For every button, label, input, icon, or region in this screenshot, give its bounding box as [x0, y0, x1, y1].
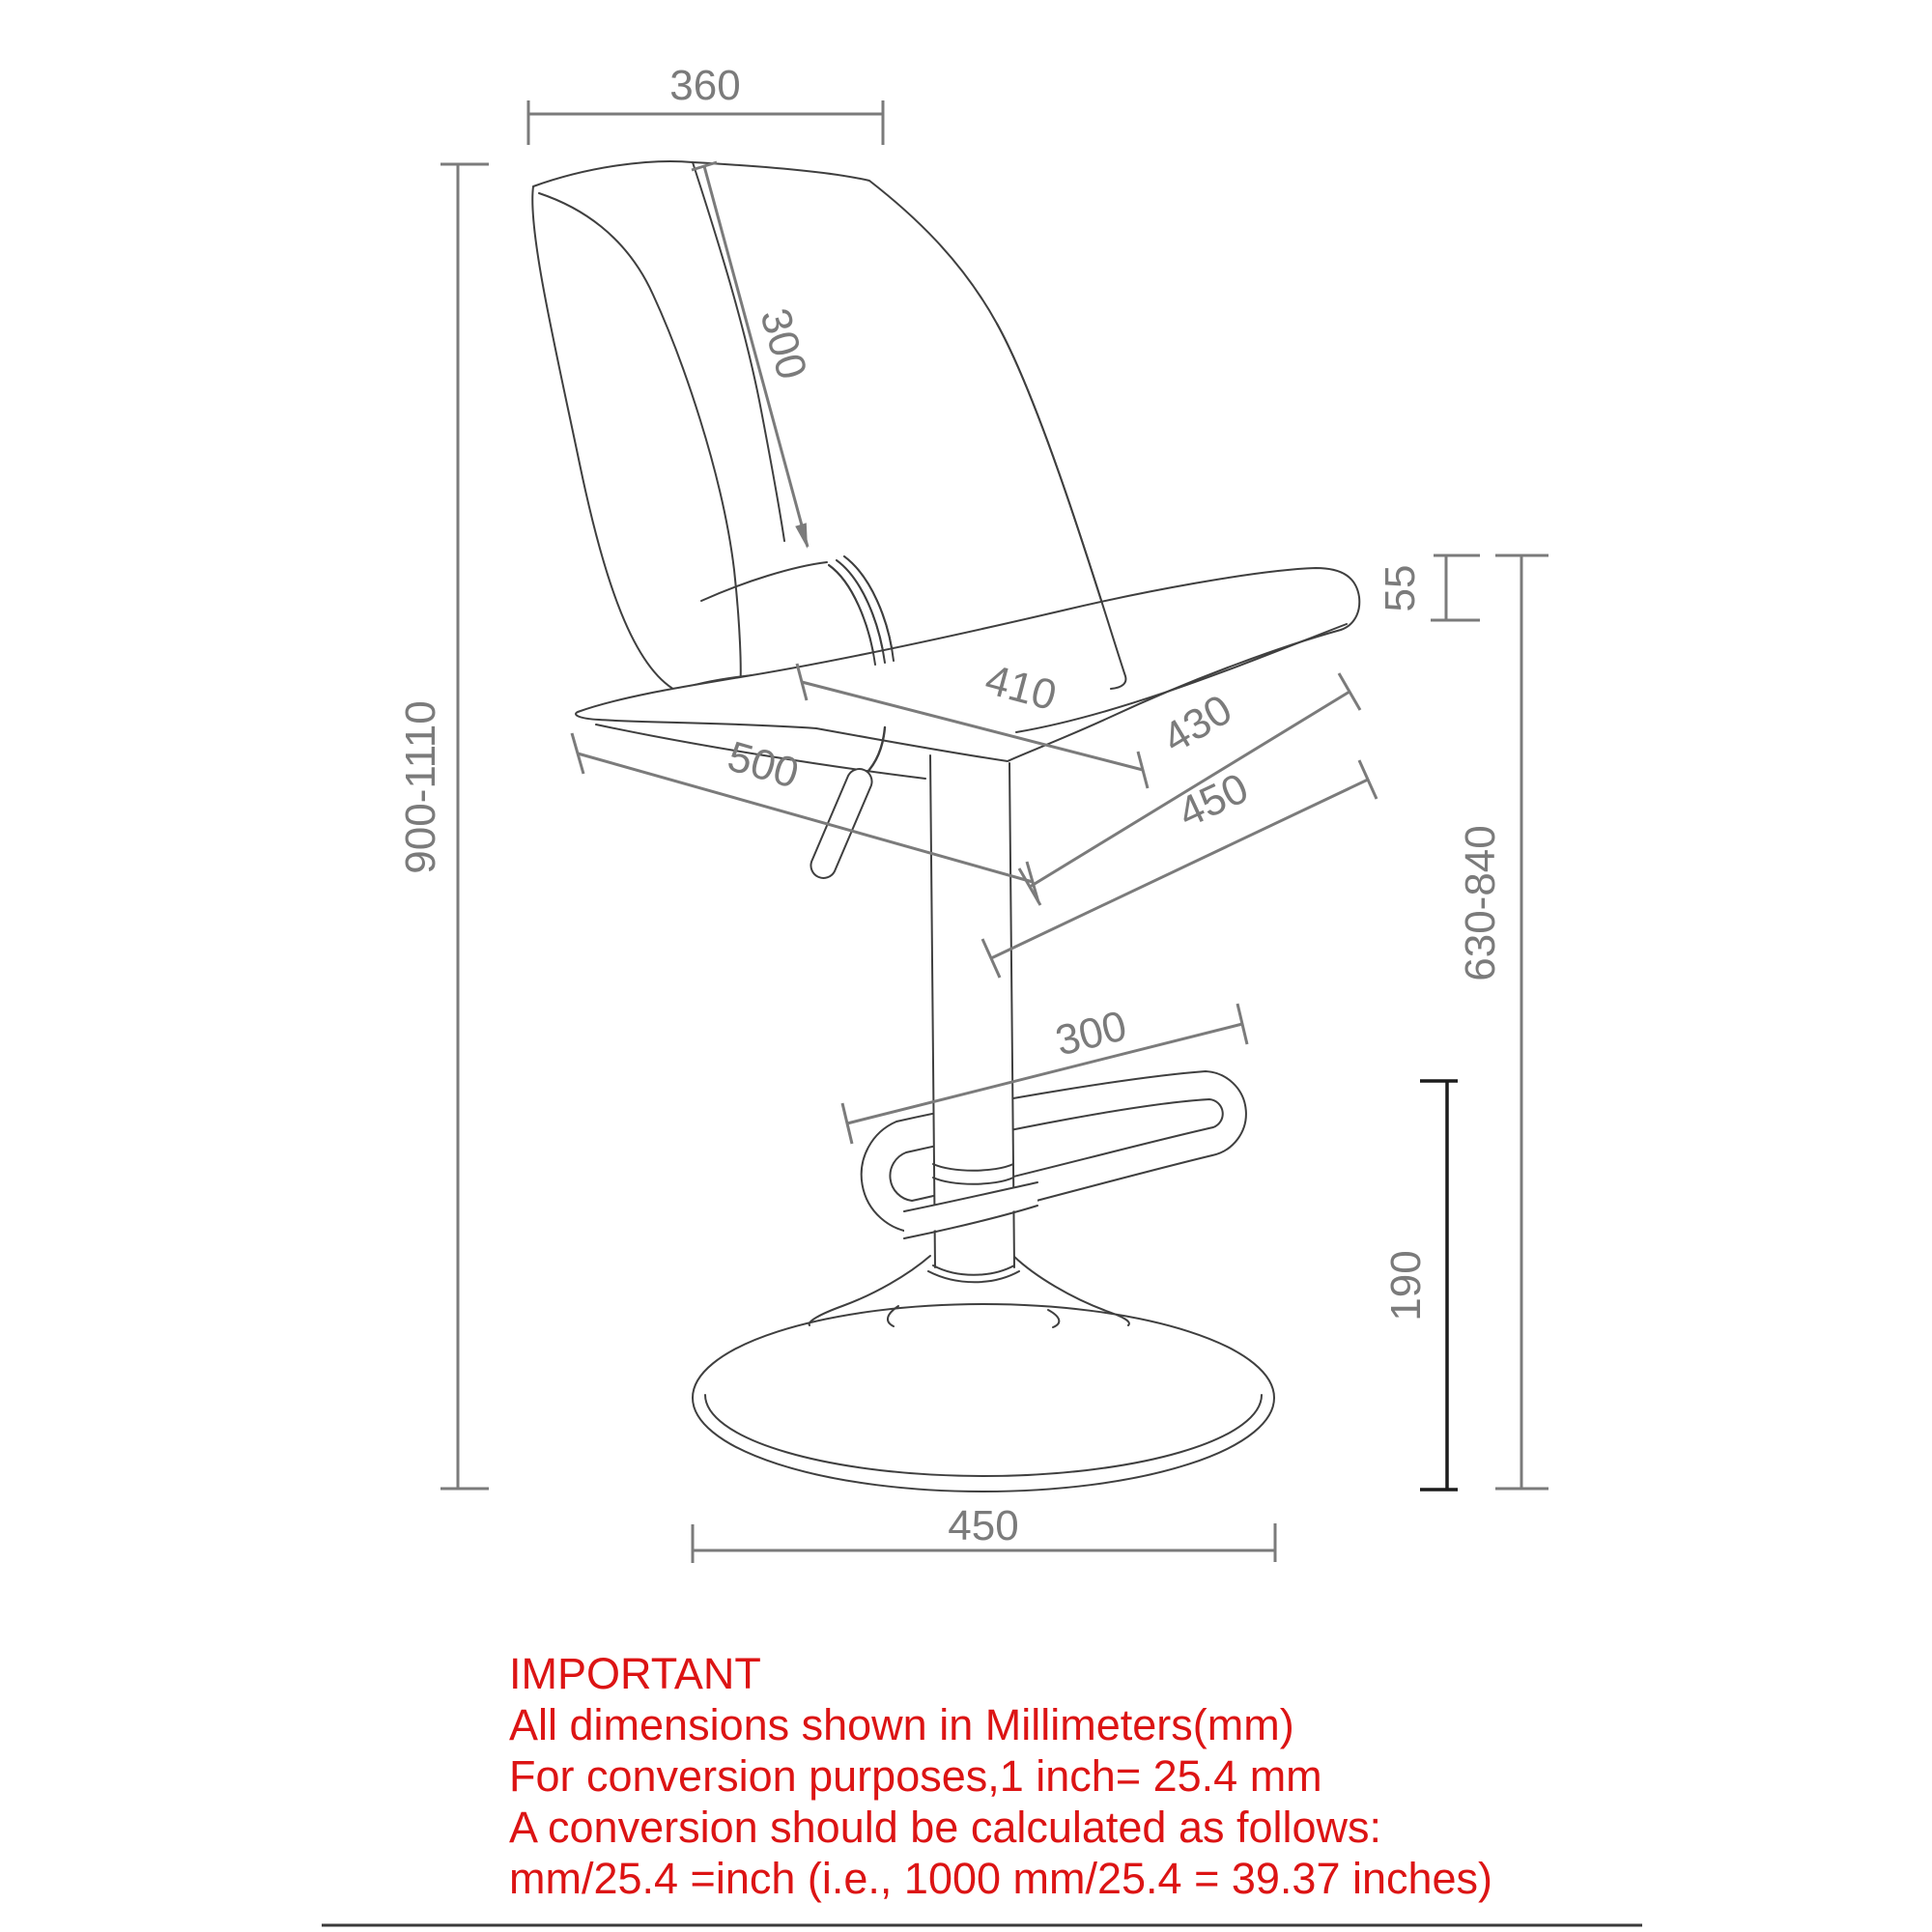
dim-back-top-width — [528, 62, 883, 145]
dim-label-back-300: 300 — [751, 302, 816, 385]
dim-label-450-base: 450 — [948, 1502, 1019, 1549]
dim-label-55: 55 — [1377, 564, 1424, 612]
dim-seat-overall-width — [982, 760, 1377, 978]
dim-seat-thickness — [1377, 555, 1480, 620]
dim-label-footrest-300: 300 — [1050, 1002, 1132, 1065]
backrest-outline — [532, 161, 1125, 691]
dim-seat-height-range — [1457, 555, 1548, 1489]
dim-label-630-840: 630-840 — [1457, 825, 1504, 981]
notes-line: mm/25.4 =inch (i.e., 1000 mm/25.4 = 39.37 inches) — [509, 1854, 1493, 1903]
dim-label-360: 360 — [669, 62, 741, 109]
stool-line-art — [532, 161, 1359, 1492]
dim-label-430: 430 — [1154, 685, 1240, 763]
notes-line: A conversion should be calculated as follows: — [509, 1803, 1382, 1852]
notes-heading: IMPORTANT — [509, 1649, 761, 1698]
base-outline — [693, 1256, 1274, 1492]
column-bottom-collar — [928, 1265, 1019, 1282]
notes-line: All dimensions shown in Millimeters(mm) — [509, 1700, 1294, 1749]
dim-footrest-height — [1382, 1081, 1458, 1490]
notes-line: For conversion purposes,1 inch= 25.4 mm — [509, 1751, 1322, 1801]
dim-label-190: 190 — [1382, 1250, 1430, 1321]
important-notes — [509, 1648, 1492, 1904]
gas-lift-lever — [810, 727, 885, 878]
dim-overall-height — [397, 164, 489, 1489]
dim-label-450-seat: 450 — [1171, 764, 1256, 838]
dim-label-900-1110: 900-1110 — [397, 700, 444, 874]
dim-label-500: 500 — [722, 732, 805, 798]
dim-label-410: 410 — [980, 655, 1062, 721]
dim-base-diameter — [693, 1502, 1275, 1563]
